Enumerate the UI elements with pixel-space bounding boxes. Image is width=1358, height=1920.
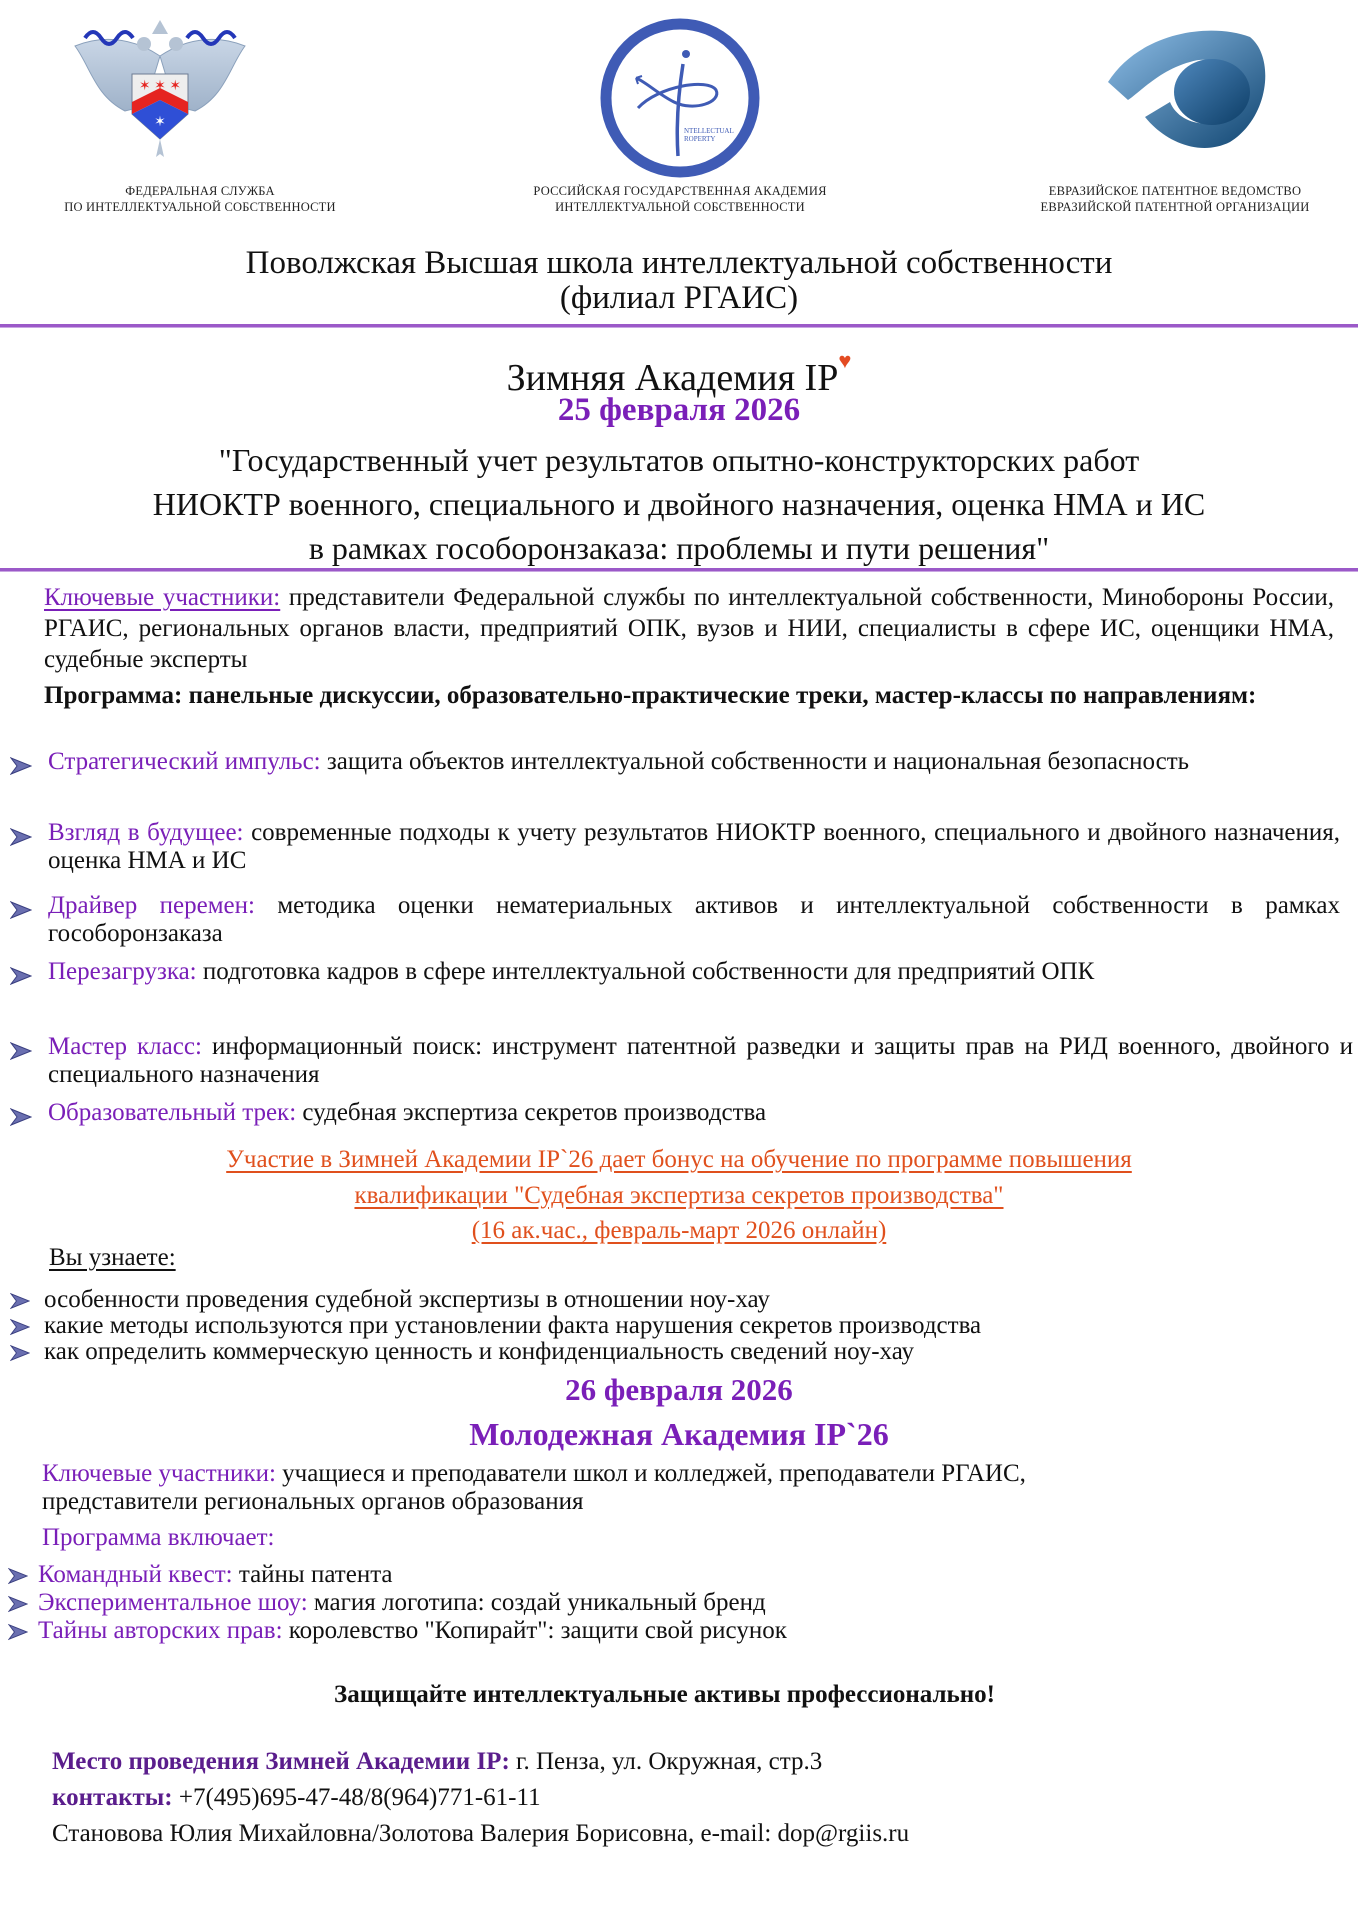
bonus-notice[interactable] bbox=[0, 1142, 1358, 1249]
emblem-text: NTELLECTUAL bbox=[684, 127, 734, 135]
arrow-bullet-icon bbox=[8, 1623, 28, 1641]
rgais-logo bbox=[598, 16, 762, 180]
track-text: современные подходы к учету результатов НИОКТР военного, специального и двойного назначения, оценка НМА и ИС bbox=[48, 819, 1340, 874]
slogan: Защищайте интеллектуальные активы профессионально! bbox=[334, 1681, 995, 1708]
track-label: Драйвер перемен: bbox=[48, 892, 255, 919]
arrow-bullet-icon bbox=[8, 1567, 28, 1585]
bonus-line[interactable]: Участие в Зимней Академии IP`26 дает бонус на обучение по программе повышения bbox=[226, 1146, 1132, 1173]
rospatent-caption bbox=[20, 183, 380, 215]
rgais-caption bbox=[480, 183, 880, 215]
program-item-label: Экспериментальное шоу: bbox=[38, 1589, 308, 1616]
day2-program-label: Программа включает: bbox=[42, 1524, 275, 1551]
track-text: защита объектов интеллектуальной собственности и национальная безопасность bbox=[326, 748, 1190, 775]
caption-line: ПО ИНТЕЛЛЕКТУАЛЬНОЙ СОБСТВЕННОСТИ bbox=[64, 200, 336, 214]
date-day1: 25 февраля 2026 bbox=[557, 392, 801, 428]
learn-item-text: какие методы используются при установлении факта нарушения секретов производства bbox=[44, 1312, 982, 1339]
emblem-text: ROPERTY bbox=[684, 135, 716, 143]
arrow-bullet-icon bbox=[10, 827, 32, 847]
track-label: Взгляд в будущее: bbox=[48, 819, 244, 846]
event-title-text: Зимняя Академия IP bbox=[506, 357, 839, 399]
arrow-bullet-icon bbox=[10, 966, 32, 986]
caption-line: ИНТЕЛЛЕКТУАЛЬНОЙ СОБСТВЕННОСТИ bbox=[555, 200, 805, 214]
key-participants-label: Ключевые участники: bbox=[44, 584, 281, 611]
contact-persons[interactable]: Становова Юлия Михайловна/Золотова Валерия Борисовна, e-mail: dop@rgiis.ru bbox=[52, 1820, 910, 1847]
caption-line: ФЕДЕРАЛЬНАЯ СЛУЖБА bbox=[125, 184, 275, 198]
arrow-bullet-icon bbox=[10, 1344, 30, 1362]
topic-title bbox=[0, 438, 1358, 570]
track-text: судебная экспертиза секретов производства bbox=[302, 1099, 767, 1126]
eagle-emblem-icon bbox=[70, 16, 250, 161]
svg-text:✶ ✶ ✶: ✶ ✶ ✶ bbox=[138, 79, 182, 94]
learn-item-text: особенности проведения судебной экспертизы в отношении ноу-хау bbox=[44, 1286, 770, 1313]
key-participants-label: Ключевые участники: bbox=[42, 1460, 276, 1487]
caption-line: РОССИЙСКАЯ ГОСУДАРСТВЕННАЯ АКАДЕМИЯ bbox=[533, 184, 827, 198]
eapo-caption bbox=[1000, 183, 1350, 215]
arrow-bullet-icon bbox=[10, 900, 32, 920]
track-label: Мастер класс: bbox=[48, 1033, 202, 1060]
venue-label: Место проведения Зимней Академии IP: bbox=[52, 1748, 510, 1775]
program-item-text: магия логотипа: создай уникальный бренд bbox=[307, 1589, 766, 1616]
track-label: Стратегический импульс: bbox=[48, 748, 321, 775]
eye-emblem-icon bbox=[1100, 22, 1270, 150]
arrow-bullet-icon bbox=[8, 1595, 28, 1613]
program-item-label: Командный квест: bbox=[38, 1561, 233, 1588]
intellectual-property-emblem-icon bbox=[598, 16, 762, 180]
program-item-text: королевство "Копирайт": защити свой рисунок bbox=[282, 1617, 787, 1644]
track-text: информационный поиск: инструмент патентной разведки и защиты прав на РИД военного, двойного и специального назначения bbox=[48, 1033, 1353, 1088]
program-item-label: Тайны авторских прав: bbox=[38, 1617, 283, 1644]
program-heading: Программа: панельные дискуссии, образовательно-практические треки, мастер-классы по направлениям: bbox=[44, 682, 1257, 709]
learn-heading: Вы узнаете: bbox=[49, 1244, 176, 1271]
key-participants-text: учащиеся и преподаватели школ и колледжей, преподаватели РГАИС, bbox=[275, 1460, 1026, 1487]
caption-line: ЕВРАЗИЙСКОЙ ПАТЕНТНОЙ ОРГАНИЗАЦИИ bbox=[1040, 200, 1310, 214]
program-item-text: тайны патента bbox=[232, 1561, 393, 1588]
venue bbox=[52, 1748, 822, 1776]
arrow-bullet-icon bbox=[10, 1041, 32, 1061]
day1-key-participants bbox=[44, 582, 1334, 675]
venue-address: г. Пенза, ул. Окружная, стр.3 bbox=[509, 1748, 823, 1775]
contacts-label: контакты: bbox=[52, 1784, 173, 1811]
topic-line: НИОКТР военного, специального и двойного назначения, оценка НМА и ИС bbox=[152, 486, 1206, 522]
day2-key-participants-cont: представители региональных органов образования bbox=[42, 1488, 584, 1515]
heart-icon: ♥ bbox=[838, 348, 852, 373]
contacts bbox=[52, 1784, 541, 1812]
date-day2: 26 февраля 2026 bbox=[565, 1372, 793, 1407]
rospatent-logo bbox=[70, 16, 250, 161]
arrow-bullet-icon bbox=[10, 1107, 32, 1127]
bonus-line[interactable]: квалификации "Судебная экспертиза секретов производства" bbox=[354, 1181, 1004, 1209]
organization-name bbox=[0, 246, 1358, 316]
youth-academy-title: Молодежная Академия IP`26 bbox=[469, 1416, 889, 1452]
caption-line: ЕВРАЗИЙСКОЕ ПАТЕНТНОЕ ВЕДОМСТВО bbox=[1048, 184, 1302, 198]
learn-item-text: как определить коммерческую ценность и конфиденциальность сведений ноу-хау bbox=[44, 1338, 915, 1365]
arrow-bullet-icon bbox=[10, 1292, 30, 1310]
eapo-logo bbox=[1100, 22, 1270, 150]
topic-line: в рамках гособоронзаказа: проблемы и пути решения" bbox=[308, 530, 1050, 566]
arrow-bullet-icon bbox=[10, 1318, 30, 1336]
org-branch: (филиал РГАИС) bbox=[559, 280, 799, 316]
day2-key-participants bbox=[42, 1460, 1026, 1488]
track-text: подготовка кадров в сфере интеллектуальной собственности для предприятий ОПК bbox=[202, 958, 1095, 985]
arrow-bullet-icon bbox=[10, 756, 32, 776]
topic-line: "Государственный учет результатов опытно-конструкторских работ bbox=[218, 442, 1140, 478]
track-text: методика оценки нематериальных активов и интеллектуальной собственности в рамках гособоронзаказа bbox=[48, 892, 1340, 947]
svg-text:✶: ✶ bbox=[154, 115, 166, 130]
track-label: Образовательный трек: bbox=[48, 1099, 297, 1126]
track-label: Перезагрузка: bbox=[48, 958, 197, 985]
contacts-phones[interactable]: +7(495)695-47-48/8(964)771-61-11 bbox=[172, 1784, 541, 1811]
org-line: Поволжская Высшая школа интеллектуальной собственности bbox=[245, 245, 1113, 281]
top-divider bbox=[0, 324, 1358, 328]
key-participants-text: представители Федеральной службы по интеллектуальной собственности, Минобороны России, РГАИС, региональных органов власти, предприятий ОПК, вузов и НИИ, специалисты в сфере ИС, оценщики НМА, судебные эксперты bbox=[44, 584, 1334, 673]
bonus-line[interactable]: (16 ак.час., февраль-март 2026 онлайн) bbox=[471, 1217, 887, 1244]
section-divider bbox=[0, 568, 1358, 572]
